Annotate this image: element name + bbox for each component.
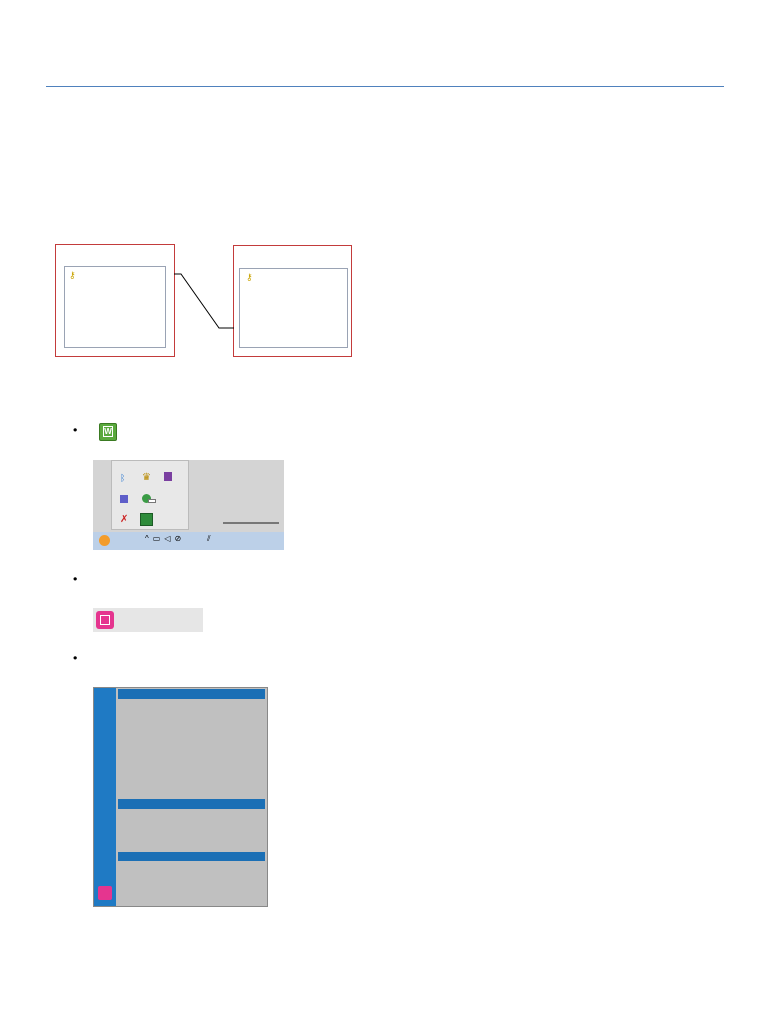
app-icon[interactable] [120,495,128,503]
start-menu-item[interactable] [93,608,203,632]
erd-field [246,272,253,283]
title-divider [46,86,724,87]
app-icon[interactable] [164,472,172,481]
app-icon[interactable]: ✗ [120,514,129,525]
bullet-icon: • [73,651,78,665]
tray-overflow-panel [111,460,189,530]
bluetooth-icon[interactable]: ᛒ [120,473,126,483]
wamp-menu-sidebar [94,688,116,906]
app-icon[interactable]: ♛ [142,472,151,483]
weather-icon [99,535,110,546]
erd-field [69,270,76,281]
wamp-tray-icon[interactable]: W [99,423,117,441]
menu-section-header [118,689,265,699]
bullet-icon: • [73,572,78,586]
key-icon: ⚷ [246,272,253,282]
wampserver-icon [98,886,112,900]
tray-tooltip [148,499,156,503]
tray-status-icons[interactable]: ^▭◁⊘ [145,534,186,543]
bullet-item [73,423,733,441]
taskbar [93,532,284,550]
menu-section-header [118,799,265,809]
key-icon: ⚷ [69,270,76,280]
bullet-icon: • [73,423,78,437]
menu-section-header [118,852,265,861]
erd-movie-table [233,245,352,357]
erd-relationship-line [173,262,235,336]
wampserver-icon [96,611,114,629]
volume-slider[interactable] [223,522,279,524]
tray-screenshot [93,460,284,550]
erd-category-table [55,244,175,357]
wamp-menu [93,687,268,907]
network-icon[interactable]: ⫽ [207,534,211,543]
wamp-tray-icon[interactable] [140,513,153,526]
